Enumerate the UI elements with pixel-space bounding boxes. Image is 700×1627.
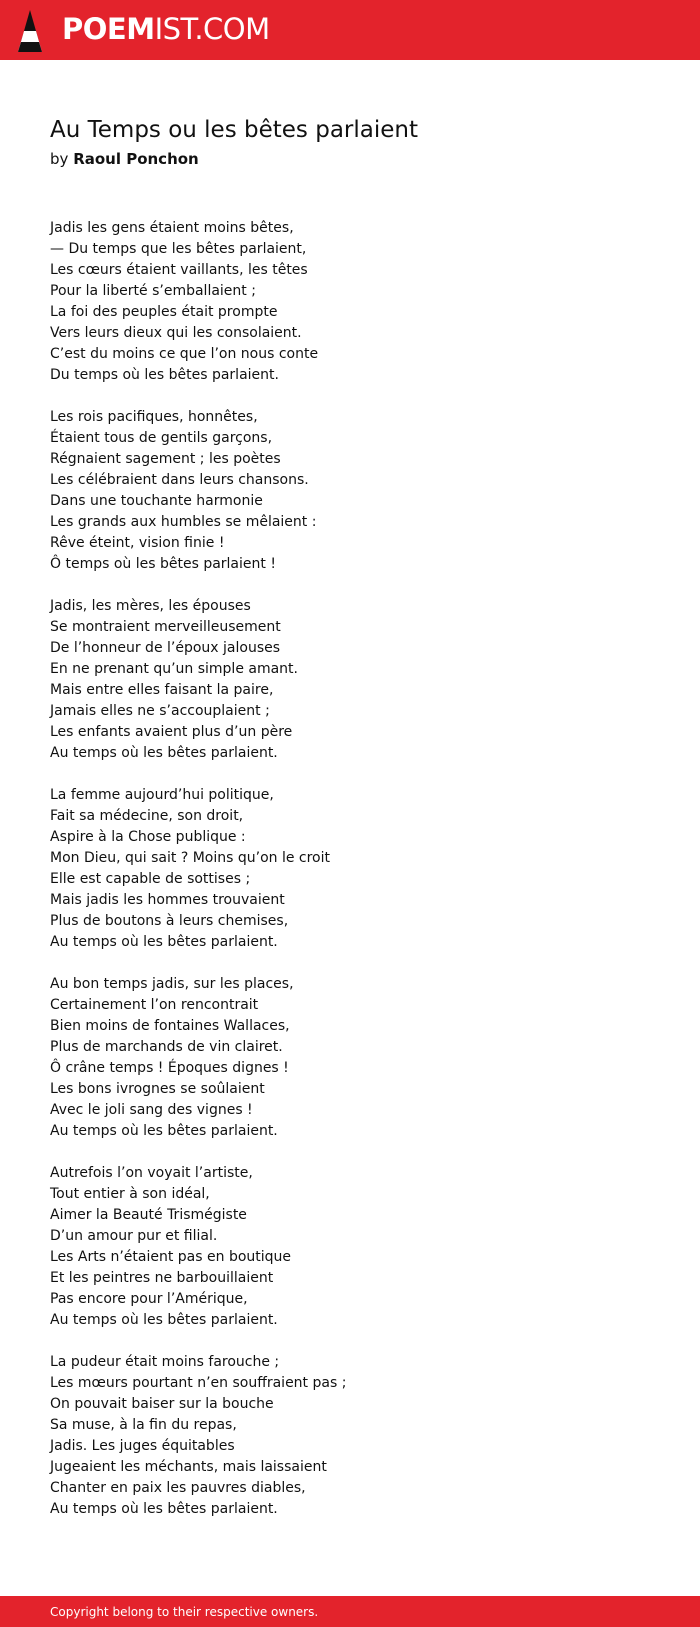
poem-line: Autrefois l’on voyait l’artiste, [50,1165,253,1181]
poem-line: Chanter en paix les pauvres diables, [50,1480,306,1496]
byline [50,148,199,170]
poem-line: Avec le joli sang des vignes ! [50,1102,253,1118]
stanza [50,218,670,386]
poem-line: Et les peintres ne barbouillaient [50,1270,274,1286]
author-name: Raoul Ponchon [73,150,199,168]
by-label: by [50,150,69,168]
poem-line: Aspire à la Chose publique : [50,829,246,845]
stanza [50,1352,670,1520]
poem-line: Tout entier à son idéal, [50,1186,210,1202]
poem-line: Mais entre elles faisant la paire, [50,682,274,698]
poem-line: De l’honneur de l’époux jalouses [50,640,281,656]
poem-line: Ô temps où les bêtes parlaient ! [50,556,276,572]
poem-line: Sa muse, à la fin du repas, [50,1417,237,1433]
poem-line: Les mœurs pourtant n’en souffraient pas ; [50,1375,347,1391]
poem-line: Ô crâne temps ! Époques dignes ! [50,1060,289,1076]
poem-line: Au bon temps jadis, sur les places, [50,976,294,992]
poem-line: Les cœurs étaient vaillants, les têtes [50,262,308,278]
poem-line: Les célébraient dans leurs chansons. [50,472,309,488]
stanza [50,1163,670,1331]
poem-line: Plus de marchands de vin clairet. [50,1039,283,1055]
poem-line: Se montraient merveilleusement [50,619,281,635]
copyright-text: Copyright belong to their respective owners. [50,1605,319,1619]
poem-line: — Du temps que les bêtes parlaient, [50,241,307,257]
site-logo-text[interactable] [62,11,270,47]
poem-line: Fait sa médecine, son droit, [50,808,244,824]
poem-line: Bien moins de fontaines Wallaces, [50,1018,290,1034]
stanza [50,785,670,953]
poem-line: Régnaient sagement ; les poètes [50,451,281,467]
poem-line: Étaient tous de gentils garçons, [50,430,273,446]
stanza [50,596,670,764]
site-header [0,0,700,60]
poem-line: Elle est capable de sottises ; [50,871,251,887]
poem-line: On pouvait baiser sur la bouche [50,1396,274,1412]
poem-line: En ne prenant qu’un simple amant. [50,661,298,677]
poem-line: Rêve éteint, vision finie ! [50,535,225,551]
site-footer [0,1596,700,1627]
poem-line: Mais jadis les hommes trouvaient [50,892,285,908]
poem-line: D’un amour pur et filial. [50,1228,218,1244]
poem-line: La femme aujourd’hui politique, [50,787,274,803]
poem-line: Les bons ivrognes se soûlaient [50,1081,265,1097]
brand-bold-text: POEM [62,12,155,46]
stanza [50,407,670,575]
brand-light-text: IST.COM [154,12,270,46]
poem-line: Aimer la Beauté Trismégiste [50,1207,247,1223]
poem-line: Les Arts n’étaient pas en boutique [50,1249,292,1265]
poem-line: Jadis. Les juges équitables [50,1438,235,1454]
poem-line: Les enfants avaient plus d’un père [50,724,293,740]
poem-line: La foi des peuples était prompte [50,304,278,320]
poem-line: Mon Dieu, qui sait ? Moins qu’on le croit [50,850,330,866]
poem-line: Dans une touchante harmonie [50,493,263,509]
poem-line: Au temps où les bêtes parlaient. [50,745,278,761]
poem-line: Au temps où les bêtes parlaient. [50,1123,278,1139]
poem-line: Certainement l’on rencontrait [50,997,259,1013]
poem-line: La pudeur était moins farouche ; [50,1354,280,1370]
poem-line: Du temps où les bêtes parlaient. [50,367,279,383]
poem-line: Au temps où les bêtes parlaient. [50,1501,278,1517]
poem-line: Jadis les gens étaient moins bêtes, [50,220,294,236]
poem-line: Pas encore pour l’Amérique, [50,1291,248,1307]
poem-line: Jadis, les mères, les épouses [50,598,251,614]
stanza [50,974,670,1142]
poem-line: Jugeaient les méchants, mais laissaient [50,1459,327,1475]
poem-line: Au temps où les bêtes parlaient. [50,934,278,950]
poem-line: C’est du moins ce que l’on nous conte [50,346,319,362]
pencil-icon[interactable] [18,10,42,52]
poem-line: Au temps où les bêtes parlaient. [50,1312,278,1328]
poem-line: Les rois pacifiques, honnêtes, [50,409,258,425]
poem-line: Vers leurs dieux qui les consolaient. [50,325,302,341]
poem-title: Au Temps ou les bêtes parlaient [50,117,418,143]
poem-line: Les grands aux humbles se mêlaient : [50,514,317,530]
poem-line: Jamais elles ne s’accouplaient ; [50,703,270,719]
poem-body [50,218,670,1541]
poem-line: Pour la liberté s’emballaient ; [50,283,256,299]
poem-line: Plus de boutons à leurs chemises, [50,913,289,929]
